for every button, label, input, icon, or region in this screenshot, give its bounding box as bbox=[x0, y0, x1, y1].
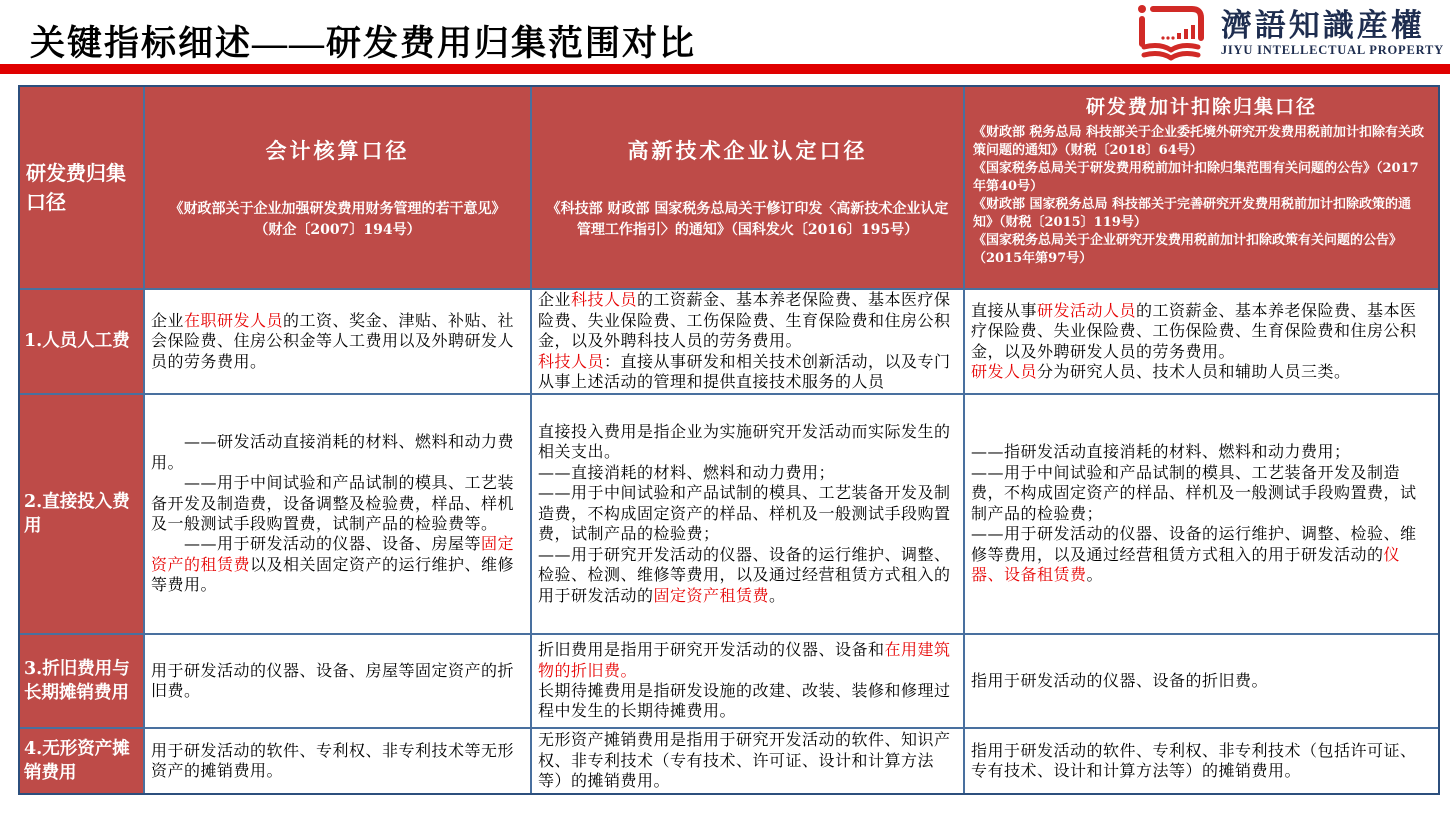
highlighted-text: 仪器、设备租赁费 bbox=[971, 544, 1401, 585]
text-segment: 直接投入费用是指企业为实施研究开发活动而实际发生的相关支出。 bbox=[538, 421, 951, 462]
highlighted-text: 研发人员 bbox=[971, 361, 1038, 381]
citation-line: （财企〔2007〕194号） bbox=[254, 221, 421, 238]
text-segment: 的工资薪金、基本养老保险费、基本医疗保险费、失业保险费、工伤保险费、生育保险费和住房公积金，以及外聘研发人员的劳务费用。 bbox=[971, 300, 1417, 361]
cell-paragraph bbox=[151, 432, 524, 473]
page-title: 关键指标细述——研发费用归集范围对比 bbox=[30, 24, 697, 63]
highlighted-text: 研发活动人员 bbox=[1037, 300, 1137, 320]
column-header-super-deduction-scope bbox=[965, 87, 1438, 290]
logo-name-en: JIYU INTELLECTUAL PROPERTY bbox=[1220, 43, 1444, 58]
row-label-direct-input-cost: 2.直接投入费用 bbox=[20, 395, 145, 635]
cell-paragraph bbox=[538, 681, 957, 722]
cell-personnel-hightech bbox=[532, 290, 965, 395]
text-segment: 用于研发活动的仪器、设备、房屋等固定资产的折旧费。 bbox=[151, 660, 515, 700]
text-segment: 指用于研发活动的仪器、设备的折旧费。 bbox=[971, 670, 1269, 690]
row-label-personnel-cost: 1.人员人工费 bbox=[20, 290, 145, 395]
cell-paragraph bbox=[971, 362, 1432, 382]
column-citations bbox=[546, 199, 949, 241]
cell-paragraph bbox=[971, 463, 1432, 524]
cell-paragraph bbox=[151, 661, 524, 702]
logo-text bbox=[1221, 8, 1444, 59]
text-segment: 无形资产摊销费用是指用于研究开发活动的软件、知识产权、非专利技术（专有技术、许可证、设计和计算方法等）的摊销费用。 bbox=[538, 730, 951, 791]
highlighted-text: 在用建筑物的折旧费。 bbox=[538, 640, 951, 680]
cell-paragraph bbox=[151, 741, 524, 782]
text-segment: 指用于研发活动的软件、专利权、非专利技术（包括许可证、专有技术、设计和计算方法等）的摊销费用。 bbox=[971, 740, 1417, 780]
cell-paragraph bbox=[538, 483, 957, 544]
cell-paragraph bbox=[538, 352, 957, 393]
highlighted-text: 固定资产租赁费 bbox=[653, 585, 770, 605]
cell-intangible-hightech bbox=[532, 729, 965, 793]
cell-paragraph bbox=[538, 730, 957, 791]
highlighted-text: 科技人员 bbox=[571, 290, 638, 310]
highlighted-text: 科技人员 bbox=[538, 351, 605, 371]
cell-depreciation-accounting bbox=[145, 635, 532, 729]
column-header-accounting-scope bbox=[145, 87, 532, 290]
cell-paragraph bbox=[971, 524, 1432, 585]
highlighted-text: 在职研发人员 bbox=[184, 310, 284, 330]
cell-paragraph bbox=[971, 301, 1432, 362]
cell-direct-input-accounting bbox=[145, 395, 532, 635]
cell-paragraph bbox=[151, 473, 524, 534]
cell-intangible-deduction bbox=[965, 729, 1438, 793]
text-segment: ——用于研发活动的仪器、设备的运行维护、调整、检验、维修等费用，以及通过经营租赁方式租入的用于研发活动的 bbox=[971, 524, 1417, 564]
text-segment: 企业 bbox=[151, 310, 185, 330]
cell-paragraph bbox=[538, 290, 957, 351]
column-title: 高新技术企业认定口径 bbox=[627, 137, 868, 163]
text-segment: 用于研发活动的软件、专利权、非专利技术等无形资产的摊销费用。 bbox=[151, 740, 515, 780]
cell-depreciation-hightech bbox=[532, 635, 965, 729]
text-segment: 折旧费用是指用于研究开发活动的仪器、设备和 bbox=[538, 640, 885, 660]
cell-direct-input-deduction bbox=[965, 395, 1438, 635]
cell-paragraph bbox=[538, 422, 957, 463]
book-chart-logo-icon bbox=[1136, 2, 1212, 64]
text-segment: ——用于中间试验和产品试制的模具、工艺装备开发及制造费，不构成固定资产的样品、样机及一般测试手段购置费，试制产品的检验费； bbox=[538, 483, 951, 544]
corner-header-rd-expense-scope: 研发费归集口径 bbox=[20, 87, 145, 290]
citation-line: 《国家税务总局关于研发费用税前加计扣除归集范围有关问题的公告》（2017年第40号） bbox=[973, 160, 1419, 194]
citation-line: 《国家税务总局关于企业研究开发费用税前加计扣除政策有关问题的公告》（2015年第97号） bbox=[973, 232, 1403, 266]
cell-personnel-deduction bbox=[965, 290, 1438, 395]
text-segment: ——用于研究开发活动的仪器、设备的运行维护、调整、检验、检测、维修等费用，以及通过经营租赁方式租入的用于研发活动的 bbox=[538, 544, 951, 605]
row-label-intangible-amortization: 4.无形资产摊销费用 bbox=[20, 729, 145, 793]
column-header-hightech-scope bbox=[532, 87, 965, 290]
cell-personnel-accounting bbox=[145, 290, 532, 395]
highlighted-text: 固定资产的租赁费 bbox=[151, 534, 515, 574]
cell-paragraph bbox=[538, 545, 957, 606]
text-segment: 直接从事 bbox=[971, 300, 1038, 320]
citation-line: 《科技部 财政部 国家税务总局关于修订印发〈高新技术企业认定管理工作指引〉的通知》（国科发火〔2016〕195号） bbox=[546, 200, 949, 238]
citation-line: 《财政部 税务总局 科技部关于企业委托境外研究开发费用税前加计扣除有关政策问题的通知》（财税〔2018〕64号） bbox=[973, 125, 1425, 158]
text-segment: ——用于中间试验和产品试制的模具、工艺装备开发及制造费，设备调整及检验费，样品、样机及一般测试手段购置费，试制产品的检验费等。 bbox=[151, 473, 515, 533]
cell-paragraph bbox=[151, 534, 524, 595]
comparison-table bbox=[18, 85, 1440, 795]
cell-paragraph bbox=[971, 741, 1432, 782]
text-segment: 长期待摊费用是指研发设施的改建、改装、装修和修理过程中发生的长期待摊费用。 bbox=[538, 681, 951, 721]
text-segment: 的工资薪金、基本养老保险费、基本医疗保险费、失业保险费、工伤保险费、生育保险费和住房公积金，以及外聘科技人员的劳务费用。 bbox=[538, 290, 951, 351]
title-underline-bar bbox=[0, 64, 1450, 74]
citation-line: 《财政部关于企业加强研发费用财务管理的若干意见》 bbox=[169, 200, 506, 217]
citation-line: 《财政部 国家税务总局 科技部关于完善研究开发费用税前加计扣除政策的通知》（财税〔2015〕119号） bbox=[973, 196, 1412, 230]
text-segment: ——用于研发活动的仪器、设备、房屋等 bbox=[151, 534, 482, 554]
column-citations bbox=[973, 124, 1430, 268]
text-segment: 的工资、奖金、津贴、补贴、社会保险费、住房公积金等人工费用以及外聘研发人员的劳务费用。 bbox=[151, 310, 515, 371]
text-segment: ：直接从事研发和相关技术创新活动，以及专门从事上述活动的管理和提供直接技术服务的人员 bbox=[538, 351, 951, 392]
cell-paragraph bbox=[971, 442, 1432, 462]
text-segment: ——用于中间试验和产品试制的模具、工艺装备开发及制造费，不构成固定资产的样品、样机及一般测试手段购置费，试制产品的检验费； bbox=[971, 462, 1417, 523]
cell-intangible-accounting bbox=[145, 729, 532, 793]
text-segment: 企业 bbox=[538, 290, 572, 310]
text-segment: 以及相关固定资产的运行维护、维修等费用。 bbox=[151, 554, 515, 595]
company-logo bbox=[1136, 2, 1444, 64]
cell-paragraph bbox=[538, 463, 957, 483]
text-segment: 。 bbox=[769, 585, 786, 605]
text-segment: ——直接消耗的材料、燃料和动力费用； bbox=[538, 462, 836, 482]
text-segment: 分为研究人员、技术人员和辅助人员三类。 bbox=[1037, 361, 1351, 381]
column-title: 研发费加计扣除归集口径 bbox=[1085, 96, 1317, 118]
cell-paragraph bbox=[151, 311, 524, 372]
column-title: 会计核算口径 bbox=[265, 137, 410, 163]
cell-depreciation-deduction bbox=[965, 635, 1438, 729]
text-segment: ——研发活动直接消耗的材料、燃料和动力费用。 bbox=[151, 432, 515, 472]
logo-name-cn: 濟語知識産權 bbox=[1220, 7, 1425, 43]
column-citations bbox=[170, 199, 506, 241]
text-segment: ——指研发活动直接消耗的材料、燃料和动力费用； bbox=[971, 442, 1351, 462]
cell-paragraph bbox=[538, 640, 957, 681]
text-segment: 。 bbox=[1086, 565, 1104, 585]
row-label-depreciation-amortization: 3.折旧费用与长期摊销费用 bbox=[20, 635, 145, 729]
cell-direct-input-hightech bbox=[532, 395, 965, 635]
cell-paragraph bbox=[971, 671, 1432, 691]
